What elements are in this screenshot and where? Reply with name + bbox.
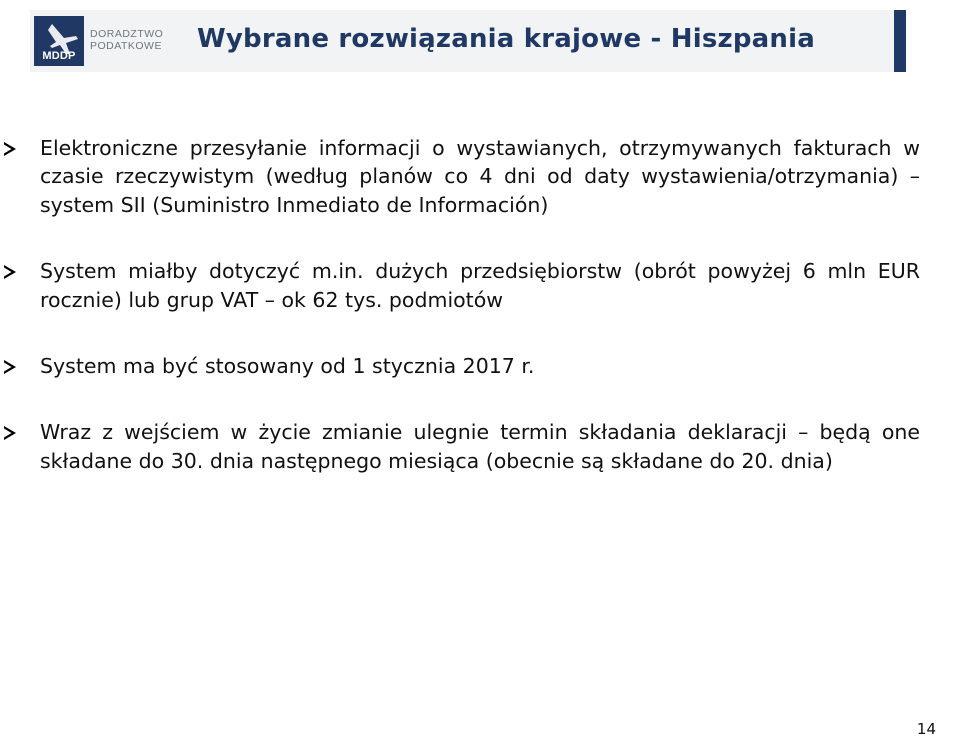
arrowhead-bullet-icon	[0, 357, 20, 377]
arrowhead-bullet-icon	[0, 262, 20, 282]
logo-mark	[34, 16, 84, 66]
bullet-text: Wraz z wejściem w życie zmianie ulegnie termin składania deklaracji – będą one składane do 30. dnia następnego miesiąca (obecnie są składane do 20. dnia)	[40, 420, 920, 473]
arrowhead-bullet-icon	[0, 423, 20, 443]
bullet-text: Elektroniczne przesyłanie informacji o wystawianych, otrzymywanych fakturach w czasie rzeczywistym (według planów co 4 dni od daty wystawienia/otrzymania) – system SII (Suministro Inmediato de Información)	[40, 136, 920, 217]
logo-line-1: DORADZTWO	[90, 28, 164, 40]
bullet-list	[0, 134, 960, 475]
arrowhead-bullet-icon	[0, 139, 20, 159]
slide-header	[30, 10, 906, 72]
logo-line-2: PODATKOWE	[90, 40, 162, 52]
bullet-item	[40, 352, 920, 380]
logo-wordmark	[90, 28, 163, 52]
company-logo	[34, 16, 184, 66]
bullet-text: System miałby dotyczyć m.in. dużych przedsiębiorstw (obrót powyżej 6 mln EUR rocznie) lub grup VAT – ok 62 tys. podmiotów	[40, 259, 920, 312]
bullet-item	[40, 418, 920, 475]
slide-title: Wybrane rozwiązania krajowe - Hiszpania	[197, 24, 815, 54]
header-accent-bar	[894, 10, 906, 72]
bullet-item	[40, 134, 920, 219]
page-number: 14	[916, 720, 936, 738]
bullet-text: System ma być stosowany od 1 stycznia 2017 r.	[40, 354, 535, 379]
logo-mark-text: MDDP	[42, 50, 76, 62]
bullet-item	[40, 257, 920, 314]
